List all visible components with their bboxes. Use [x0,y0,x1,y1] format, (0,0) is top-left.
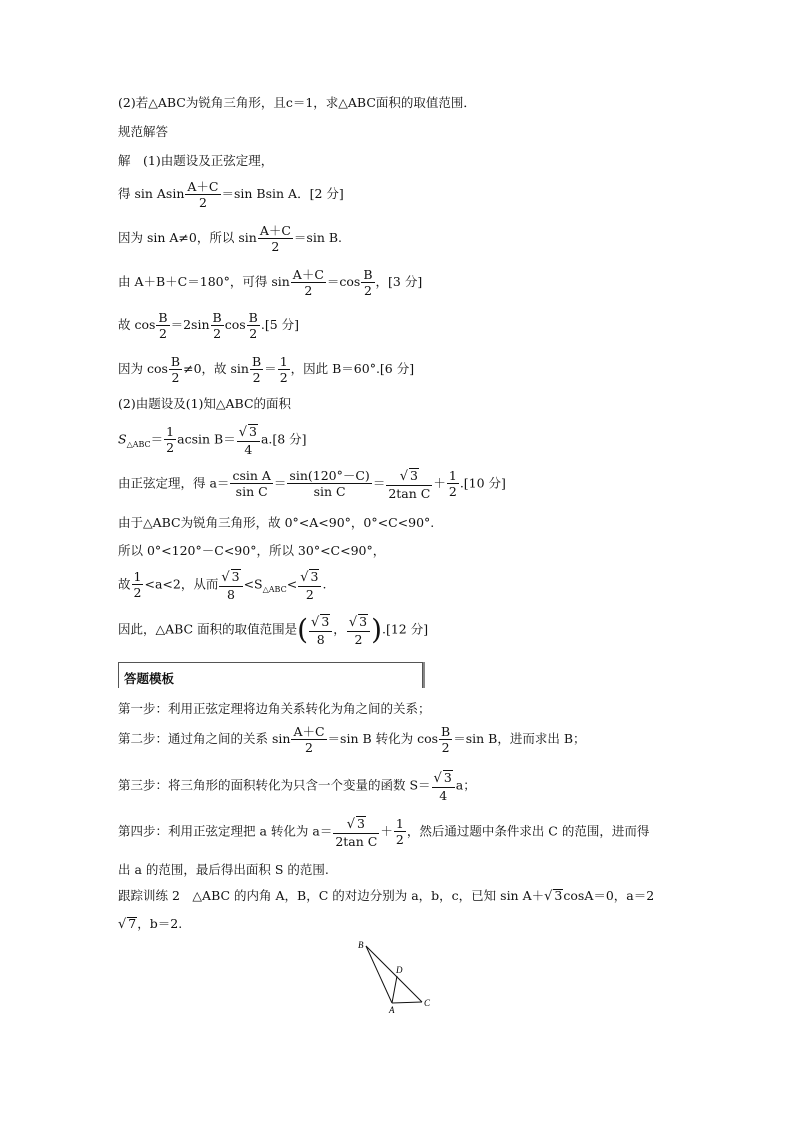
text: 第三步：将三角形的面积转化为只含一个变量的函数 S＝ [118,777,431,793]
label-a: A [389,1005,395,1015]
segment-ac [392,1002,422,1003]
subscript: △ABC [126,439,151,449]
template-box [118,662,423,688]
fraction: $\frac{A+C}{2}$ [259,223,291,255]
text: .[5 分] [260,317,300,333]
fraction: $\frac{1}{2}$ [133,569,142,601]
text: 第二步：通过角之间的关系 sin [118,731,291,747]
template-title: 答题模板 [124,671,175,686]
text: 因此，△ABC 面积的取值范围是 [118,621,298,637]
text: .[12 分] [382,621,429,637]
text: ＝ [372,475,386,491]
fraction: $\frac{\text{csin A}}{\text{sin C}}$ [232,468,271,500]
text: 得 sin Asin [118,186,185,202]
text: ＝2sin [170,317,210,333]
radicand: 3 [554,888,563,903]
solution-line-1: 解 (1)由题设及正弦定理， [118,153,274,168]
text: 跟踪训练 2 △ABC 的内角 A，B，C 的对边分别为 a，b，c，已知 sin A＋ [118,888,545,903]
text: a； [455,777,476,793]
step-2 [118,725,586,754]
solution-line-9 [118,468,506,500]
fraction: $\frac{A+C}{2}$ [187,179,219,211]
text: ＝ [150,431,164,447]
text: ＝sin Bsin A．[2 分] [221,186,344,202]
paren: ( [297,612,309,646]
text: ，[3 分] [375,274,423,290]
solution-line-13 [118,614,428,646]
fraction: $\frac{B}{2}$ [248,310,258,342]
text: 故 cos [118,317,156,333]
fraction: $\frac{B}{2}$ [170,354,181,386]
fraction: $\frac{1}{2}$ [395,816,404,848]
text: ，然后通过题中条件求出 C 的范围，进而得 [406,823,650,839]
fraction: $\frac{√ 3}{4}$ [432,770,455,802]
solution-line-3 [118,224,342,253]
text: 由 A＋B＋C＝180°，可得 sin [118,274,290,290]
text: 故 [118,576,131,592]
radicand: 7 [128,916,137,931]
text: ， [333,621,346,637]
fraction: $\frac{1}{2}$ [279,354,288,386]
fraction: $\frac{√ 3}{8}$ [309,614,332,646]
text: acsin B＝ [177,431,236,447]
text: ≠0，故 sin [183,361,249,377]
text: . [322,576,327,592]
part2-question: (2)若△ABC为锐角三角形，且c＝1，求△ABC面积的取值范围． [118,95,476,110]
text: cos [224,317,246,333]
text: ＝sin B 转化为 cos [327,731,439,747]
step-4-continued: 出 a 的范围，最后得出面积 S 的范围. [118,862,329,877]
fraction: $\frac{B}{2}$ [441,724,451,756]
fraction: $\frac{1}{2}$ [448,468,457,500]
subscript: △ABC [262,584,287,594]
text: ＋ [380,823,393,839]
fraction: $\frac{√ 3}{\text{2tan C}}$ [335,816,378,849]
fraction: $\frac{B}{2}$ [363,267,373,299]
fraction: $\frac{B}{2}$ [251,354,262,386]
text: ＝sin B，进而求出 B； [453,731,586,747]
text: ，b＝2. [137,916,183,931]
text: ＝ [273,475,287,491]
fraction: $\frac{A+C}{2}$ [293,724,325,756]
label-d: D [396,965,403,975]
fraction: $\frac{A+C}{2}$ [292,267,324,299]
step-1: 第一步：利用正弦定理将边角关系转化为角之间的关系； [118,701,431,716]
solution-line-6 [118,355,414,384]
solution-line-10: 由于△ABC为锐角三角形，故 0°<A<90°，0°<C<90°. [118,515,435,530]
text: ＝cos [326,274,361,290]
fraction: $\frac{√ 3}{2}$ [298,569,321,601]
step-4 [118,816,649,848]
text: cosA＝0，a＝2 [563,888,655,903]
fraction: $\frac{√ 3}{8}$ [219,569,242,601]
text: ＋ [433,475,446,491]
text: ，因此 B＝60°.[6 分] [290,361,415,377]
text: <S [243,576,263,592]
practice-line-1: 跟踪训练 2 △ABC 的内角 A，B，C 的对边分别为 a，b，c，已知 sin A＋√ 3cosA＝0，a＝2 [118,888,655,904]
text: .[10 分] [459,475,506,491]
fraction: $\frac{1}{2}$ [166,424,175,456]
step-3 [118,770,476,802]
segment-ba [366,946,392,1003]
triangle-figure [352,938,442,1018]
solution-line-2 [118,180,344,209]
section-heading: 规范解答 [118,124,169,139]
text: a.[8 分] [260,431,307,447]
solution-line-11: 所以 0°<120°－C<90°，所以 30°<C<90°， [118,543,386,558]
text: < [286,576,298,592]
text: 因为 sin A≠0，所以 sin [118,230,257,246]
fraction: $\frac{B}{2}$ [212,310,222,342]
fraction: $\frac{\sin(120^\circ-C)}{\text{sin C}}$ [289,468,370,500]
solution-line-5 [118,311,299,340]
text: ＝sin B. [293,230,343,246]
practice-line-2: √ 7，b＝2. [118,916,183,932]
solution-line-8 [118,424,307,456]
text: ＝ [264,361,277,377]
text: S [118,431,127,447]
paren: ) [371,612,382,646]
solution-line-12 [118,569,326,601]
fraction: $\frac{B}{2}$ [158,310,168,342]
fraction: $\frac{√ 3}{2}$ [347,614,370,646]
text: <a<2，从而 [144,576,219,592]
text: 第四步：利用正弦定理把 a 转化为 a＝ [118,823,333,839]
solution-line-7: (2)由题设及(1)知△ABC的面积 [118,396,292,411]
segment-ad [392,976,397,1003]
text: 由正弦定理，得 a＝ [118,475,230,491]
fraction: $\frac{√ 3}{\text{2tan C}}$ [388,468,431,501]
fraction: $\frac{√ 3}{4}$ [237,424,260,456]
label-c: C [424,998,431,1008]
solution-line-4 [118,268,422,297]
text: 因为 cos [118,361,168,377]
label-b: B [358,940,364,950]
